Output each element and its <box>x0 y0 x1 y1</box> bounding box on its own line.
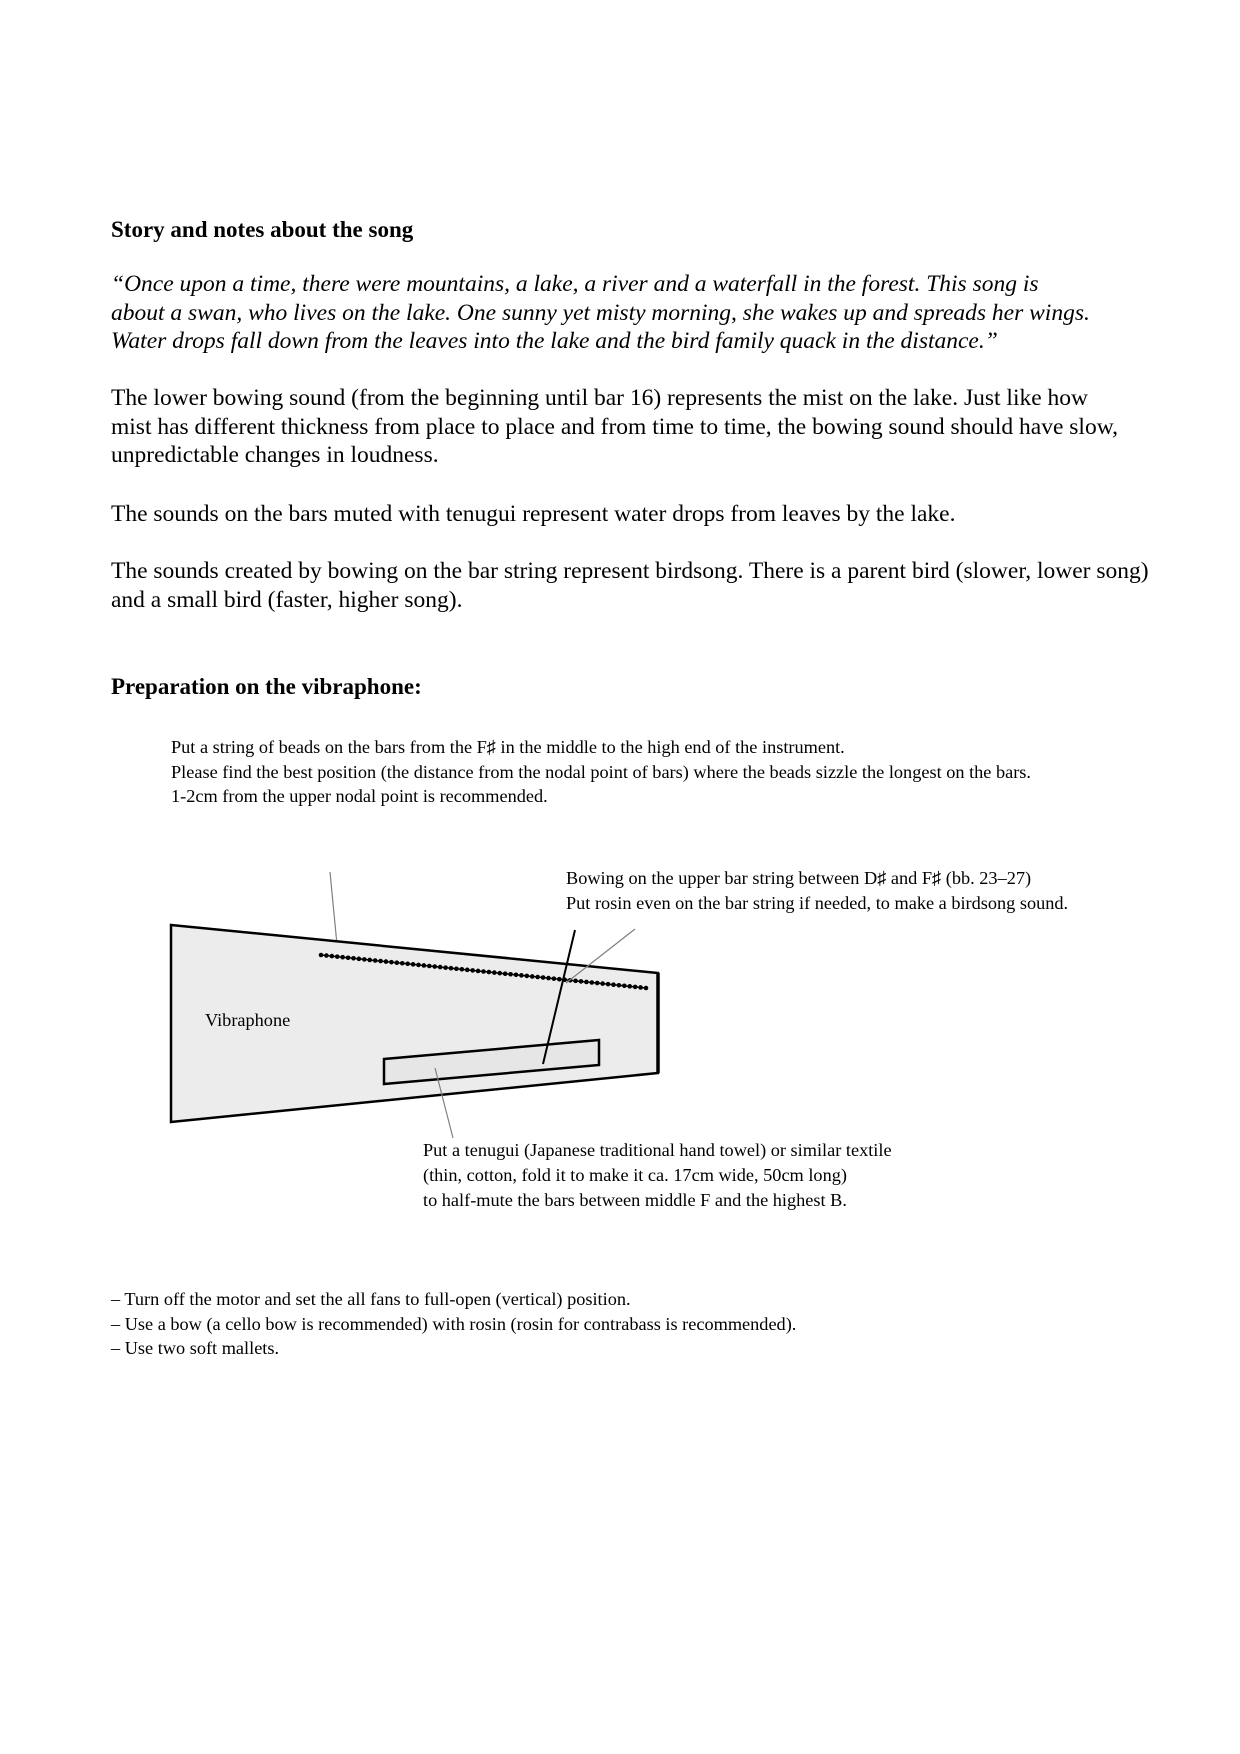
bead <box>514 973 519 978</box>
tenugui-paragraph: The sounds on the bars muted with tenugui represent water drops from leaves by the lake. <box>111 501 956 527</box>
bead <box>519 973 524 978</box>
bead <box>422 963 427 968</box>
bead <box>432 964 437 969</box>
bead <box>557 977 562 982</box>
bead <box>454 966 459 971</box>
beads-line: Please find the best position (the distance from the nodal point of bars) where the beads sizzle the longest on the bars. <box>171 761 1031 782</box>
bead <box>362 957 367 962</box>
bead <box>611 982 616 987</box>
bead <box>351 956 356 961</box>
bowing-line: Put rosin even on the bar string if needed, to make a birdsong sound. <box>566 893 1069 913</box>
bead <box>573 979 578 984</box>
beads-line: 1-2cm from the upper nodal point is recommended. <box>171 786 548 806</box>
bead <box>449 966 454 971</box>
tenugui-line: Put a tenugui (Japanese traditional hand towel) or similar textile <box>423 1140 892 1160</box>
bead <box>367 958 372 963</box>
bead <box>373 958 378 963</box>
bead <box>481 969 486 974</box>
bead <box>644 986 649 991</box>
quote-line: Water drops fall down from the leaves into the lake and the bird family quack in the distance.” <box>111 328 998 354</box>
bead <box>546 976 551 981</box>
bead <box>378 959 383 964</box>
bead <box>600 981 605 986</box>
bead <box>330 954 335 959</box>
checklist-item: – Turn off the motor and set the all fans to full-open (vertical) position. <box>111 1289 631 1309</box>
bead <box>405 962 410 967</box>
bead <box>487 970 492 975</box>
bead <box>584 980 589 985</box>
bowing-line: Bowing on the upper bar string between D♯ and F♯ (bb. 23–27) <box>566 868 1032 888</box>
bead <box>416 963 421 968</box>
bead <box>319 953 324 958</box>
bead <box>443 965 448 970</box>
bead <box>541 975 546 980</box>
bead <box>470 968 475 973</box>
mist-line: mist has different thickness from place to place and from time to time, the bowing sound should have slow, <box>111 413 1119 440</box>
bead <box>427 964 432 969</box>
bead <box>384 959 389 964</box>
bowing-note <box>566 866 1068 916</box>
bead <box>400 961 405 966</box>
birdsong-line: The sounds created by bowing on the bar string represent birdsong. There is a parent bird (slower, lower song) <box>111 558 1149 584</box>
bead <box>346 955 351 960</box>
bead <box>627 984 632 989</box>
quote-line: “Once upon a time, there were mountains, a lake, a river and a waterfall in the forest. This song is <box>111 271 1039 297</box>
bead <box>552 976 557 981</box>
bead <box>525 974 530 979</box>
bead <box>324 953 329 958</box>
bead <box>497 971 502 976</box>
bead <box>340 955 345 960</box>
mist-line: The lower bowing sound (from the beginning until bar 16) represents the mist on the lake. Just like how <box>111 385 1089 411</box>
bead <box>508 972 513 977</box>
quote-line: about a swan, who lives on the lake. One sunny yet misty morning, she wakes up and spreads her wings. <box>111 299 1090 326</box>
preparation-heading: Preparation on the vibraphone: <box>111 674 422 699</box>
bead <box>595 981 600 986</box>
mist-line: unpredictable changes in loudness. <box>111 442 439 468</box>
tenugui-line: (thin, cotton, fold it to make it ca. 17cm wide, 50cm long) <box>423 1165 847 1185</box>
bead <box>492 970 497 975</box>
preparation-checklist <box>111 1287 796 1361</box>
bead <box>411 962 416 967</box>
bead <box>503 971 508 976</box>
bead <box>638 985 643 990</box>
birdsong-line: and a small bird (faster, higher song). <box>111 586 463 613</box>
bead <box>465 968 470 973</box>
bead <box>606 982 611 987</box>
bead <box>335 954 340 959</box>
checklist-item: – Use a bow (a cello bow is recommended) with rosin (rosin for contrabass is recommended). <box>111 1313 797 1334</box>
bead <box>590 980 595 985</box>
bead <box>476 969 481 974</box>
bead <box>438 965 443 970</box>
beads-line: Put a string of beads on the bars from the F♯ in the middle to the high end of the instrument. <box>171 737 845 757</box>
bead <box>389 960 394 965</box>
instrument-label: Vibraphone <box>205 1010 291 1030</box>
bead <box>460 967 465 972</box>
bead <box>530 974 535 979</box>
tenugui-line: to half-mute the bars between middle F and the highest B. <box>423 1190 847 1210</box>
checklist-item: – Use two soft mallets. <box>111 1338 280 1358</box>
story-heading: Story and notes about the song <box>111 217 414 242</box>
bead <box>357 957 362 962</box>
bead <box>579 979 584 984</box>
bead <box>622 984 627 989</box>
bead <box>535 975 540 980</box>
bead <box>633 985 638 990</box>
bead <box>617 983 622 988</box>
bead <box>395 960 400 965</box>
tenugui-note <box>423 1138 892 1213</box>
